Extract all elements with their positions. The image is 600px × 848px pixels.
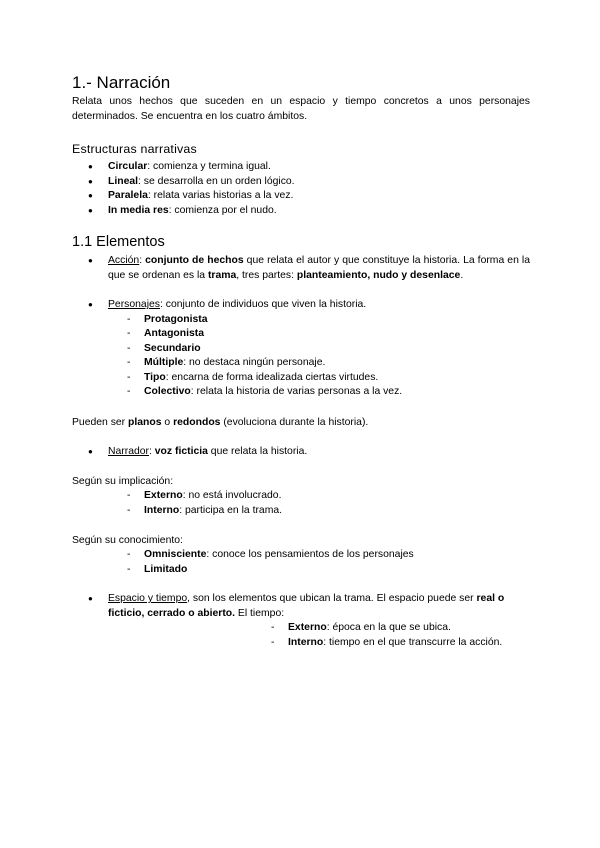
narrador-item: ● Narrador: voz ficticia que relata la historia. (72, 445, 530, 460)
conocimiento-list (72, 548, 530, 577)
planos-paragraph: Pueden ser planos o redondos (evoluciona durante la historia). (72, 416, 369, 428)
espacio-list (72, 592, 530, 621)
list-item: - Secundario (72, 342, 530, 357)
implicacion-heading: Según su implicación: (72, 476, 174, 487)
list-item: - Interno: participa en la trama. (72, 504, 530, 519)
conocimiento-heading: Según su conocimiento: (72, 535, 183, 546)
tiempo-list (72, 621, 530, 650)
elements-heading: 1.1 Elementos (72, 234, 165, 250)
list-item: - Antagonista (72, 327, 530, 342)
list-item: ● Circular: comienza y termina igual. (72, 160, 530, 175)
personajes-item: ● Personajes: conjunto de individuos que viven la historia. (72, 298, 530, 313)
list-item: ● In media res: comienza por el nudo. (72, 204, 530, 219)
list-item: - Múltiple: no destaca ningún personaje. (72, 356, 530, 371)
list-item: - Colectivo: relata la historia de varias personas a la vez. (72, 385, 530, 400)
list-item: - Omnisciente: conoce los pensamientos de los personajes (72, 548, 530, 563)
page-title: 1.- Narración (72, 73, 171, 92)
list-item: - Interno: tiempo en el que transcurre la acción. (72, 636, 530, 651)
list-item: - Externo: no está involucrado. (72, 489, 530, 504)
espacio-item: ● Espacio y tiempo, son los elementos que ubican la trama. El espacio puede ser real o ficticio, cerrado o abierto. El tiempo: (72, 592, 530, 621)
list-item: - Tipo: encarna de forma idealizada ciertas virtudes. (72, 371, 530, 386)
list-item: - Limitado (72, 563, 530, 578)
list-item: ● Lineal: se desarrolla en un orden lógico. (72, 175, 530, 190)
list-item: ● Paralela: relata varias historias a la vez. (72, 189, 530, 204)
structures-heading: Estructuras narrativas (72, 142, 197, 156)
document-page (72, 72, 530, 650)
implicacion-list (72, 489, 530, 518)
narrador-list (72, 445, 530, 460)
personajes-list (72, 298, 530, 313)
accion-item: ● Acción: conjunto de hechos que relata el autor y que constituye la historia. La forma en la que se ordenan es la trama, tres partes: planteamiento, nudo y desenlace. (72, 254, 530, 283)
list-item: - Protagonista (72, 313, 530, 328)
accion-list (72, 254, 530, 283)
structures-list (72, 160, 530, 218)
intro-paragraph: Relata unos hechos que suceden en un espacio y tiempo concretos a unos personajes determinados. Se encuentra en los cuatro ámbitos. (72, 96, 530, 122)
list-item: - Externo: época en la que se ubica. (72, 621, 530, 636)
personajes-types-list (72, 313, 530, 400)
